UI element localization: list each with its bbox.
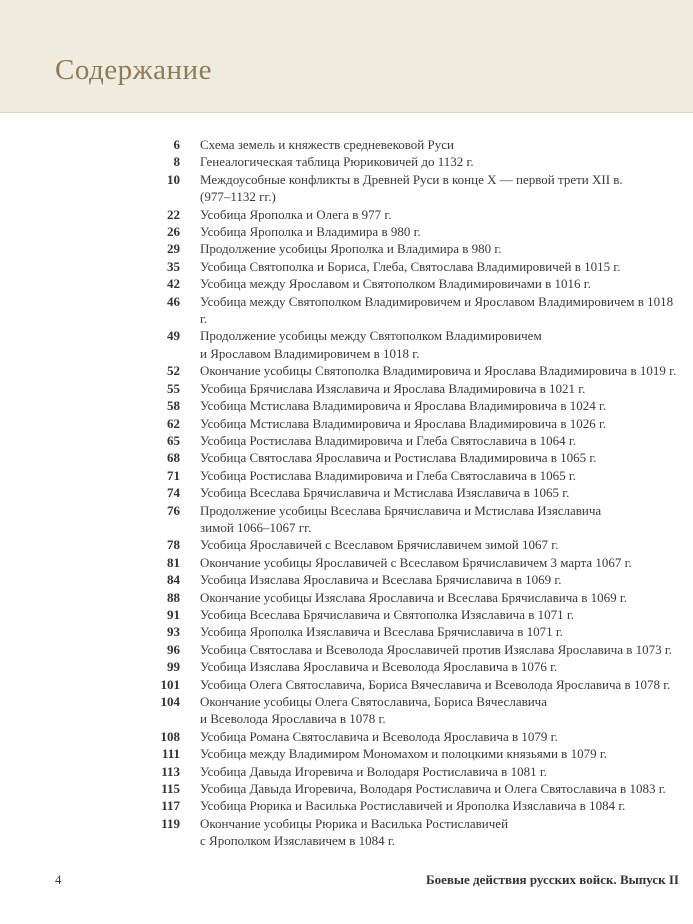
toc-row <box>0 467 693 484</box>
toc-entry-title <box>180 293 693 328</box>
page-footer <box>55 872 679 888</box>
toc-entry-title <box>180 571 693 588</box>
toc-entry-line: Продолжение усобицы Ярополка и Владимира в 980 г. <box>200 241 502 257</box>
toc-entry-title <box>180 554 693 571</box>
toc-entry-title <box>180 258 693 275</box>
toc-page-number: 26 <box>167 224 180 240</box>
toc-entry-line: Окончание усобицы Святополка Владимировича и Ярослава Владимировича в 1019 г. <box>200 363 677 379</box>
toc-entry-title <box>180 536 693 553</box>
toc-entry-title <box>180 240 693 257</box>
toc-row <box>0 658 693 675</box>
page-title: Содержание <box>55 54 212 86</box>
page-header <box>0 0 693 113</box>
toc-row <box>0 449 693 466</box>
toc-entry-line: Окончание усобицы Ярославичей с Всеславом Брячиславичем 3 марта 1067 г. <box>200 554 632 570</box>
toc-entry-line: Усобица Давыда Игоревича и Володаря Ростиславича в 1081 г. <box>200 763 547 779</box>
toc-entry-title <box>180 589 693 606</box>
toc-row <box>0 223 693 240</box>
toc-entry-title <box>180 136 693 153</box>
toc-page-number: 91 <box>167 606 180 622</box>
toc-row <box>0 728 693 745</box>
toc-row <box>0 780 693 797</box>
toc-page-number: 6 <box>173 137 180 152</box>
toc-page-number: 117 <box>161 798 180 814</box>
toc-page-number: 101 <box>160 676 180 692</box>
toc-entry-title <box>180 728 693 745</box>
toc-page-number: 119 <box>161 815 180 831</box>
toc-entry-line: Усобица Рюрика и Василька Ростиславичей и Ярополка Изяславича в 1084 г. <box>200 798 626 814</box>
toc-entry-title <box>180 432 693 449</box>
toc-page-number: 71 <box>167 467 180 483</box>
toc-entry-line: и Всеволода Ярославича в 1078 г. <box>200 711 386 727</box>
toc-entry-title <box>180 275 693 292</box>
toc-entry-line: Междоусобные конфликты в Древней Руси в конце X — первой трети XII в. <box>200 171 623 187</box>
toc-entry-title <box>180 815 693 850</box>
toc-entry-title <box>180 658 693 675</box>
toc-entry-title <box>180 676 693 693</box>
toc-entry-line: Усобица Мстислава Владимировича и Ярослава Владимировича в 1024 г. <box>200 398 607 414</box>
toc-entry-title <box>180 449 693 466</box>
toc-entry-line: Усобица Всеслава Брячиславича и Святополка Изяславича в 1071 г. <box>200 606 574 622</box>
toc-entry-line: Усобица Ярополка Изяславича и Всеслава Брячиславича в 1071 г. <box>200 624 564 640</box>
toc-entry-title <box>180 502 693 537</box>
toc-entry-line: Окончание усобицы Рюрика и Василька Ростиславичей <box>200 815 509 831</box>
toc-page-number: 78 <box>167 537 180 553</box>
toc-entry-title <box>180 171 693 206</box>
toc-entry-title <box>180 745 693 762</box>
toc-row <box>0 693 693 728</box>
toc-entry-line: Усобица Всеслава Брячиславича и Мстислава Изяславича в 1065 г. <box>200 485 570 501</box>
toc-row <box>0 502 693 537</box>
toc-entry-line: Усобица Мстислава Владимировича и Ярослава Владимировича в 1026 г. <box>200 415 607 431</box>
toc-row <box>0 484 693 501</box>
toc-row <box>0 397 693 414</box>
toc-page-number: 58 <box>167 398 180 414</box>
toc-page-number: 35 <box>167 258 180 274</box>
toc-row <box>0 536 693 553</box>
toc-entry-title <box>180 397 693 414</box>
toc-row <box>0 589 693 606</box>
toc-page-number: 104 <box>160 694 180 709</box>
toc-entry-line: Усобица Изяслава Ярославича и Всеволода Ярославича в 1076 г. <box>200 659 558 675</box>
toc-entry-title <box>180 763 693 780</box>
toc-page-number: 111 <box>161 746 180 762</box>
toc-page-number: 62 <box>167 415 180 431</box>
toc-row <box>0 745 693 762</box>
toc-entry-line: Усобица Ростислава Владимировича и Глеба Святославича в 1065 г. <box>200 467 576 483</box>
toc-entry-title <box>180 415 693 432</box>
toc-entry-line: и Ярославом Владимировичем в 1018 г. <box>200 345 420 361</box>
toc-row <box>0 797 693 814</box>
toc-page-number: 52 <box>167 363 180 379</box>
toc-entry-line: Усобица между Владимиром Мономахом и полоцкими князьями в 1079 г. <box>200 746 607 762</box>
toc-entry-line: Усобица Святополка и Бориса, Глеба, Святослава Владимировичей в 1015 г. <box>200 258 621 274</box>
toc-page-number: 49 <box>167 328 180 344</box>
toc-row <box>0 275 693 292</box>
toc-row <box>0 293 693 328</box>
toc-entry-title <box>180 362 693 379</box>
toc-entry-title <box>180 467 693 484</box>
toc-page-number: 84 <box>167 572 180 588</box>
toc-entry-line: зимой 1066–1067 гг. <box>200 519 312 535</box>
toc-page-number: 29 <box>167 241 180 257</box>
toc-entry-line: Продолжение усобицы Всеслава Брячиславича и Мстислава Изяславича <box>200 502 602 518</box>
toc-page-number: 8 <box>173 154 180 170</box>
toc-entry-title <box>180 380 693 397</box>
toc-row <box>0 153 693 170</box>
toc-entry-line: Усобица Давыда Игоревича, Володаря Ростиславича и Олега Святославича в 1083 г. <box>200 781 666 797</box>
toc-list <box>0 113 693 850</box>
toc-entry-title <box>180 797 693 814</box>
toc-entry-title <box>180 606 693 623</box>
toc-entry-title <box>180 223 693 240</box>
toc-row <box>0 606 693 623</box>
toc-row <box>0 206 693 223</box>
toc-entry-title <box>180 780 693 797</box>
toc-row <box>0 676 693 693</box>
toc-row <box>0 763 693 780</box>
running-title: Боевые действия русских войск. Выпуск II <box>426 872 679 887</box>
toc-entry-line: Генеалогическая таблица Рюриковичей до 1132 г. <box>200 154 474 170</box>
toc-page-number: 68 <box>167 450 180 466</box>
toc-row <box>0 171 693 206</box>
toc-page-number: 115 <box>161 781 180 797</box>
toc-page-number: 96 <box>167 641 180 657</box>
toc-row <box>0 641 693 658</box>
toc-page-number: 113 <box>161 763 180 779</box>
toc-page-number: 88 <box>167 589 180 605</box>
toc-page-number: 99 <box>167 659 180 675</box>
toc-page-number: 22 <box>167 206 180 222</box>
toc-row <box>0 380 693 397</box>
toc-page-number: 81 <box>167 554 180 570</box>
toc-entry-title <box>180 327 693 362</box>
toc-row <box>0 362 693 379</box>
toc-row <box>0 815 693 850</box>
toc-row <box>0 623 693 640</box>
toc-entry-line: (977–1132 гг.) <box>200 189 276 205</box>
toc-entry-line: Усобица Ярополка и Олега в 977 г. <box>200 206 392 222</box>
toc-row <box>0 554 693 571</box>
toc-page-number: 46 <box>167 293 180 309</box>
toc-entry-title <box>180 484 693 501</box>
toc-entry-line: Усобица Брячислава Изяславича и Ярослава Владимировича в 1021 г. <box>200 380 586 396</box>
toc-row <box>0 415 693 432</box>
toc-entry-line: Усобица Изяслава Ярославича и Всеслава Брячиславича в 1069 г. <box>200 572 562 588</box>
toc-row <box>0 571 693 588</box>
toc-page-number: 93 <box>167 624 180 640</box>
toc-entry-line: Продолжение усобицы между Святополком Владимировичем <box>200 328 542 344</box>
toc-entry-title <box>180 641 693 658</box>
toc-entry-line: Усобица Ростислава Владимировича и Глеба Святославича в 1064 г. <box>200 432 576 448</box>
toc-entry-line: Усобица Святослава и Всеволода Ярославичей против Изяслава Ярославича в 1073 г. <box>200 641 673 657</box>
toc-page-number: 74 <box>167 485 180 501</box>
toc-entry-title <box>180 153 693 170</box>
toc-entry-line: Усобица между Ярославом и Святополком Владимировичами в 1016 г. <box>200 276 591 292</box>
toc-entry-line: Усобица между Святополком Владимировичем и Ярославом Владимировичем в 1018 г. <box>200 293 674 327</box>
toc-row <box>0 136 693 153</box>
toc-row <box>0 240 693 257</box>
toc-entry-line: Усобица Олега Святославича, Бориса Вячеславича и Всеволода Ярославича в 1078 г. <box>200 676 671 692</box>
folio-number: 4 <box>55 872 62 887</box>
toc-entry-line: Усобица Романа Святославича и Всеволода Ярославича в 1079 г. <box>200 728 558 744</box>
toc-entry-title <box>180 206 693 223</box>
toc-entry-line: Усобица Ярославичей с Всеславом Брячиславичем зимой 1067 г. <box>200 537 559 553</box>
toc-entry-title <box>180 623 693 640</box>
toc-entry-title <box>180 693 693 728</box>
toc-row <box>0 432 693 449</box>
toc-page-number: 76 <box>167 502 180 518</box>
toc-entry-line: с Ярополком Изяславичем в 1084 г. <box>200 833 396 849</box>
toc-page-number: 108 <box>160 728 180 744</box>
toc-row <box>0 258 693 275</box>
toc-entry-line: Схема земель и княжеств средневековой Руси <box>200 137 454 152</box>
toc-page-number: 65 <box>167 432 180 448</box>
toc-row <box>0 327 693 362</box>
toc-entry-line: Окончание усобицы Олега Святославича, Бориса Вячеславича <box>200 694 547 709</box>
toc-page-number: 55 <box>167 380 180 396</box>
toc-page-number: 42 <box>167 276 180 292</box>
toc-entry-line: Окончание усобицы Изяслава Ярославича и Всеслава Брячиславича в 1069 г. <box>200 589 628 605</box>
toc-entry-line: Усобица Ярополка и Владимира в 980 г. <box>200 224 421 240</box>
toc-entry-line: Усобица Святослава Ярославича и Ростислава Владимировича в 1065 г. <box>200 450 597 466</box>
toc-page-number: 10 <box>167 171 180 187</box>
